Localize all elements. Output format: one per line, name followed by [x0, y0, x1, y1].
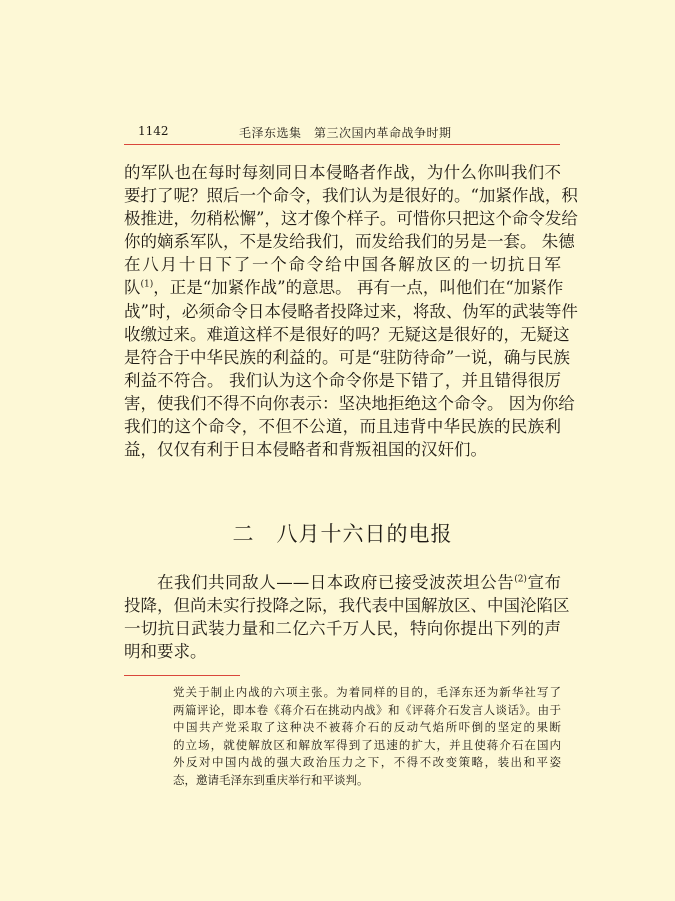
text-fragment: 队 — [124, 278, 141, 298]
footnote-line: 的立场，就使解放区和解放军得到了迅速的扩大，并且使蒋介石在国内 — [173, 737, 561, 752]
footnote-ref-2[interactable]: (2) — [514, 574, 527, 585]
text-fragment: 在我们共同敌人——日本政府已接受波茨坦公告 — [157, 573, 515, 592]
footnote-divider — [124, 675, 240, 676]
footnote-line: 两篇评论，即本卷《蒋介石在挑动内战》和《评蒋介石发言人谈话》。由于 — [173, 702, 561, 717]
text-line: 极推进，勿稍松懈”，这才像个样子。可惜你只把这个命令发给 — [124, 209, 578, 229]
body-paragraph-1 — [124, 161, 578, 461]
footnote-line: 外反对中国内战的强大政治压力之下，不得不改变策略，装出和平姿 — [173, 755, 561, 769]
footnote-line: 中国共产党采取了这种决不被蒋介石的反动气焰所吓倒的坚定的果断 — [173, 720, 561, 734]
text-line: 投降，但尚未实行投降之际，我代表中国解放区、中国沦陷区 — [124, 596, 570, 616]
text-line: 利益不符合。 我们认为这个命令你是下错了，并且错得很厉 — [124, 370, 561, 390]
footnote-ref-1[interactable]: (1) — [140, 279, 154, 290]
text-line: 明和要求。 — [124, 642, 207, 662]
page-header — [124, 124, 560, 145]
text-line: 收缴过来。难道这样不是很好的吗？无疑这是很好的，无疑这 — [124, 324, 570, 344]
text-line: 你的嫡系军队，不是发给我们，而发给我们的另是一套。 朱德 — [124, 232, 575, 252]
text-line: 害，使我们不得不向你表示：坚决地拒绝这个命令。 因为你给 — [124, 393, 575, 413]
text-line: 要打了呢？照后一个命令，我们认为是很好的。“加紧作战，积 — [124, 186, 578, 206]
text-line: 的军队也在每时每刻同日本侵略者作战，为什么你叫我们不 — [124, 163, 561, 182]
text-line: 我们的这个命令，不但不公道，而且违背中华民族的民族利 — [124, 417, 561, 437]
text-fragment: 宣布 — [526, 573, 562, 592]
footnote-block — [173, 684, 561, 789]
section-heading: 二 八月十六日的电报 — [232, 522, 453, 546]
page-number: 1142 — [138, 124, 169, 138]
footnote-line: 态，邀请毛泽东到重庆举行和平谈判。 — [173, 772, 369, 787]
footnote-line: 党关于制止内战的六项主张。为着同样的目的，毛泽东还为新华社写了 — [173, 685, 561, 699]
text-line-with-footnote — [124, 571, 561, 594]
text-line: 是符合于中华民族的利益的。可是“驻防待命”一说，确与民族 — [124, 347, 570, 367]
text-line: 在八月十日下了一个命令给中国各解放区的一切抗日军 — [124, 255, 561, 275]
text-line: 益，仅仅有利于日本侵略者和背叛祖国的汉奸们。 — [124, 440, 487, 460]
running-title: 毛泽东选集 第三次国内革命战争时期 — [239, 126, 452, 140]
text-fragment: ，正是“加紧作战”的意思。 再有一点，叫他们在“加紧作 — [153, 278, 564, 298]
text-line: 战”时，必须命令日本侵略者投降过来，将敌、伪军的武装等件 — [124, 301, 578, 321]
body-paragraph-2 — [124, 571, 570, 663]
text-line: 一切抗日武装力量和二亿六千万人民，特向你提出下列的声 — [124, 619, 561, 639]
text-line-with-footnote — [124, 276, 564, 299]
